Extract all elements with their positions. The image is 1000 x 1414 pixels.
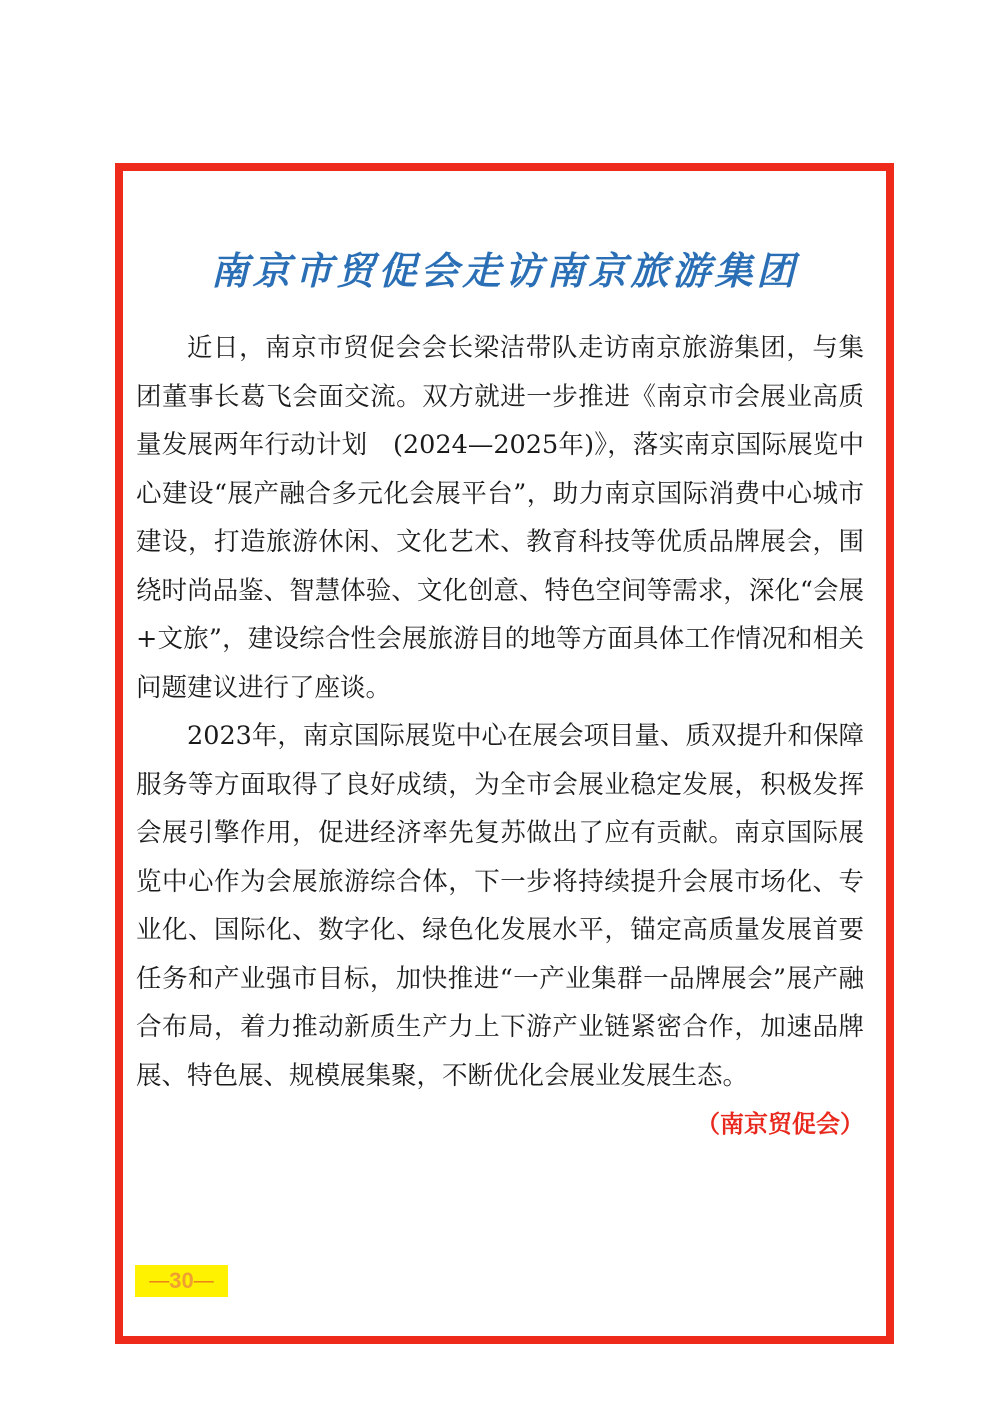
source-attribution: （南京贸促会） <box>696 1110 864 1138</box>
page-number: 30 <box>169 1268 194 1293</box>
page-number-dash-right: — <box>193 1269 214 1292</box>
paragraph-1: 近日，南京市贸促会会长梁洁带队走访南京旅游集团，与集团董事长葛飞会面交流。双方就进一步推进《南京市会展业高质量发展两年行动计划 (2024—2025年)》，落实南京国际展览中心建设“展产融合多元化会展平台”，助力南京国际消费中心城市建设，打造旅游休闲、文化艺术、教育科技等优质品牌展会，围绕时尚品鉴、智慧体验、文化创意、特色空间等需求，深化“会展+文旅”，建设综合性会展旅游目的地等方面具体工作情况和相关问题建议进行了座谈。 <box>136 333 864 703</box>
page-number-badge <box>135 1265 228 1297</box>
article-title: 南京市贸促会走访南京旅游集团 <box>210 248 799 293</box>
page-number-dash-left: — <box>149 1269 170 1292</box>
article-body <box>136 324 864 1149</box>
paragraph-2-text: 2023年，南京国际展览中心在展会项目量、质双提升和保障服务等方面取得了良好成绩，为全市会展业稳定发展，积极发挥会展引擎作用，促进经济率先复苏做出了应有贡献。南京国际展览中心作为会展旅游综合体，下一步将持续提升会展市场化、专业化、国际化、数字化、绿色化发展水平，锚定高质量发展首要任务和产业强市目标，加快推进“一产业集群一品牌展会”展产融合布局，着力推动新质生产力上下游产业链紧密合作，加速品牌展、特色展、规模展集聚，不断优化会展业发展生态。 <box>136 721 864 1091</box>
paragraph-2 <box>136 712 864 1138</box>
